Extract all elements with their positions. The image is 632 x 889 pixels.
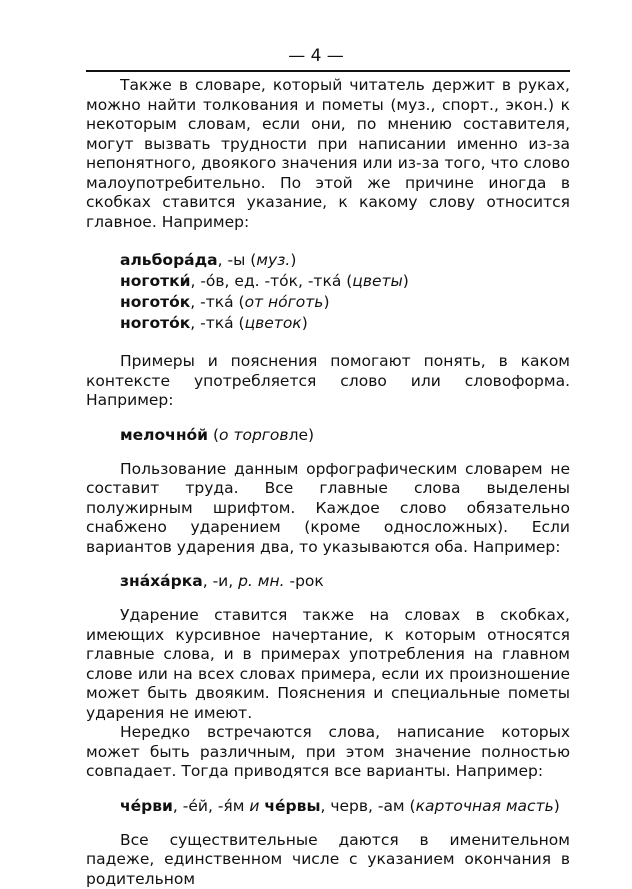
usage-note: карточная масть — [416, 797, 554, 815]
dictionary-entry: мелочно́й (о торговле) — [86, 425, 570, 446]
usage-note: цветы — [352, 272, 403, 290]
header-rule — [86, 70, 570, 72]
paragraph: Нередко встречаются слова, написание которых может быть различным, при этом значение полностью совпадает. Тогда приводятся все варианты. Например: — [86, 723, 570, 782]
paragraph: Ударение ставится также на словах в скобках, имеющих курсивное начертание, к которым относятся главные слова, и в примерах употребления на главном слове или на всех словах примера, если их произношение может быть двояким. Пояснения и специальные пометы ударения не имеют. — [86, 606, 570, 723]
headword: альбора́да — [120, 251, 218, 269]
dictionary-entry: ноготки́, -о́в, ед. -то́к, -тка́ (цветы) — [86, 271, 570, 292]
usage-note: р. мн. — [238, 572, 284, 590]
usage-note: о торгов — [219, 426, 289, 444]
dictionary-entry: зна́ха́рка, -и, р. мн. -рок — [86, 571, 570, 592]
usage-note: цветок — [245, 314, 302, 332]
dictionary-entry: альбора́да, -ы (муз.) — [86, 250, 570, 271]
usage-note: муз. — [256, 251, 290, 269]
dictionary-entry: ногото́к, -тка́ (от но́готь) — [86, 292, 570, 313]
dictionary-entry: че́рви, -е́й, -я́м и че́рвы, черв, -ам (карточная масть) — [86, 796, 570, 817]
page-number: — 4 — — [0, 44, 632, 68]
dictionary-entry: ногото́к, -тка́ (цветок) — [86, 313, 570, 334]
headword: ноготки́ — [120, 272, 190, 290]
page-body — [86, 76, 570, 889]
paragraph: Все существительные даются в именительном падеже, единственном числе с указанием окончания в родительном — [86, 831, 570, 889]
headword: че́рвы — [264, 797, 320, 815]
paragraph: Примеры и пояснения помогают понять, в каком контексте употребляется слово или словоформа. Например: — [86, 352, 570, 411]
headword: зна́ха́рка — [120, 572, 203, 590]
headword: мелочно́й — [120, 426, 208, 444]
headword: че́рви — [120, 797, 173, 815]
headword: ногото́к — [120, 293, 190, 311]
paragraph: Также в словаре, который читатель держит в руках, можно найти толкования и пометы (муз., спорт., экон.) к некоторым словам, если они, по мнению составителя, могут вызвать трудности при написании именно из-за непонятного, двоякого значения или из-за того, что слово малоупотребительно. По этой же причине иногда в скобках ставится указание, к какому слову относится главное. Например: — [86, 76, 570, 232]
headword: ногото́к — [120, 314, 190, 332]
usage-note: от но́готь — [245, 293, 324, 311]
paragraph: Пользование данным орфографическим словарем не составит труда. Все главные слова выделены полужирным шрифтом. Каждое слово обязательно снабжено ударением (кроме односложных). Если вариантов ударения два, то указываются оба. Например: — [86, 460, 570, 558]
